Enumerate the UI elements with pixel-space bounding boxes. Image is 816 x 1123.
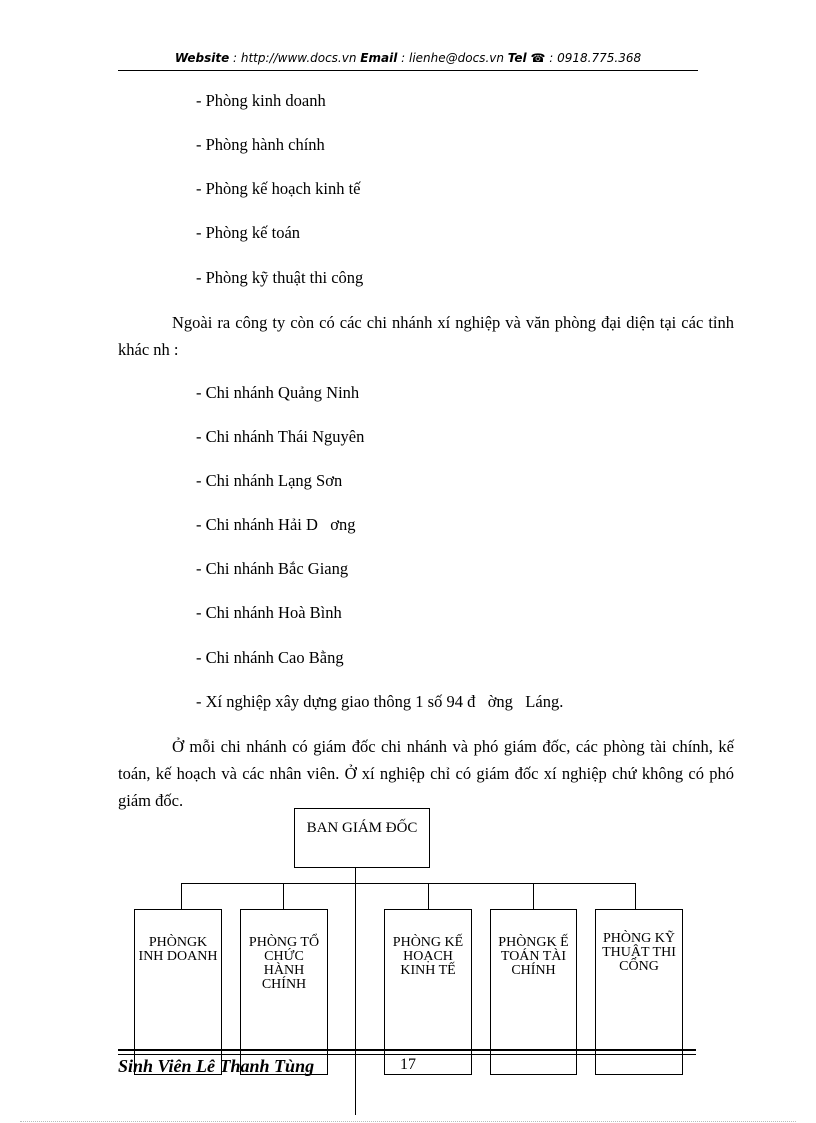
tel-label: Tel (507, 51, 527, 65)
org-box-business: PHÒNGK INH DOANH (134, 909, 222, 1075)
department-item: - Phòng hành chính (196, 135, 325, 154)
org-box-finance: PHÒNGK Ế TOÁN TÀI CHÍNH (490, 909, 577, 1075)
department-item: - Phòng kế hoạch kinh tế (196, 179, 361, 198)
branch-item: - Xí nghiệp xây dựng giao thông 1 số 94 đ ờng Láng. (196, 692, 564, 711)
branch-item: - Chi nhánh Hải D ơng (196, 515, 356, 534)
website-value: : http://www.docs.vn (229, 51, 361, 65)
page-header (118, 51, 698, 65)
chart-drop-line (283, 883, 284, 909)
closing-paragraph (118, 733, 734, 814)
page-bottom-divider (20, 1121, 796, 1122)
page-number: 17 (400, 1056, 416, 1073)
branch-item: - Chi nhánh Hoà Bình (196, 603, 342, 622)
chart-drop-line (181, 883, 182, 909)
department-item: - Phòng kinh doanh (196, 91, 326, 110)
branch-item: - Chi nhánh Cao Bằng (196, 648, 344, 667)
footer-author: Sinh Viên Lê Thanh Tùng (118, 1056, 315, 1076)
branch-item: - Chi nhánh Thái Nguyên (196, 427, 365, 446)
phone-icon: ☎ (530, 51, 546, 65)
chart-horizontal-line (181, 883, 635, 884)
footer-divider (118, 1049, 696, 1051)
intro-paragraph (118, 309, 734, 363)
website-label: Website (174, 51, 230, 65)
closing-text: Ở mỗi chi nhánh có giám đốc chi nhánh và phó giám đốc, các phòng tài chính, kế toán, kế hoạch và các nhân viên. Ở xí nghiệp chỉ có giám đốc xí nghiệp chứ không có phó giám đốc. (118, 737, 734, 810)
org-box-technical: PHÒNG KỸ THUẬT THI CÔNG (595, 909, 683, 1075)
chart-vertical-line (355, 868, 356, 1115)
footer-divider (118, 1054, 696, 1055)
email-label: Email (360, 51, 398, 65)
branch-item: - Chi nhánh Bắc Giang (196, 559, 349, 578)
org-box-board: BAN GIÁM ĐỐC (294, 808, 430, 868)
department-item: - Phòng kỹ thuật thi công (196, 268, 364, 287)
intro-text: Ngoài ra công ty còn có các chi nhánh xí nghiệp và văn phòng đại diện tại các tỉnh khác nh : (118, 313, 734, 359)
tel-value: : 0918.775.368 (545, 51, 642, 65)
header-divider (118, 70, 698, 71)
email-value: : lienhe@docs.vn (397, 51, 508, 65)
chart-drop-line (428, 883, 429, 909)
branch-item: - Chi nhánh Quảng Ninh (196, 383, 360, 402)
org-box-planning: PHÒNG KẾ HOẠCH KINH TẾ (384, 909, 472, 1075)
org-box-admin: PHÒNG TỔ CHỨC HÀNH CHÍNH (240, 909, 328, 1075)
branch-item: - Chi nhánh Lạng Sơn (196, 471, 343, 490)
chart-drop-line (533, 883, 534, 909)
chart-drop-line (635, 883, 636, 909)
department-item: - Phòng kế toán (196, 223, 301, 242)
